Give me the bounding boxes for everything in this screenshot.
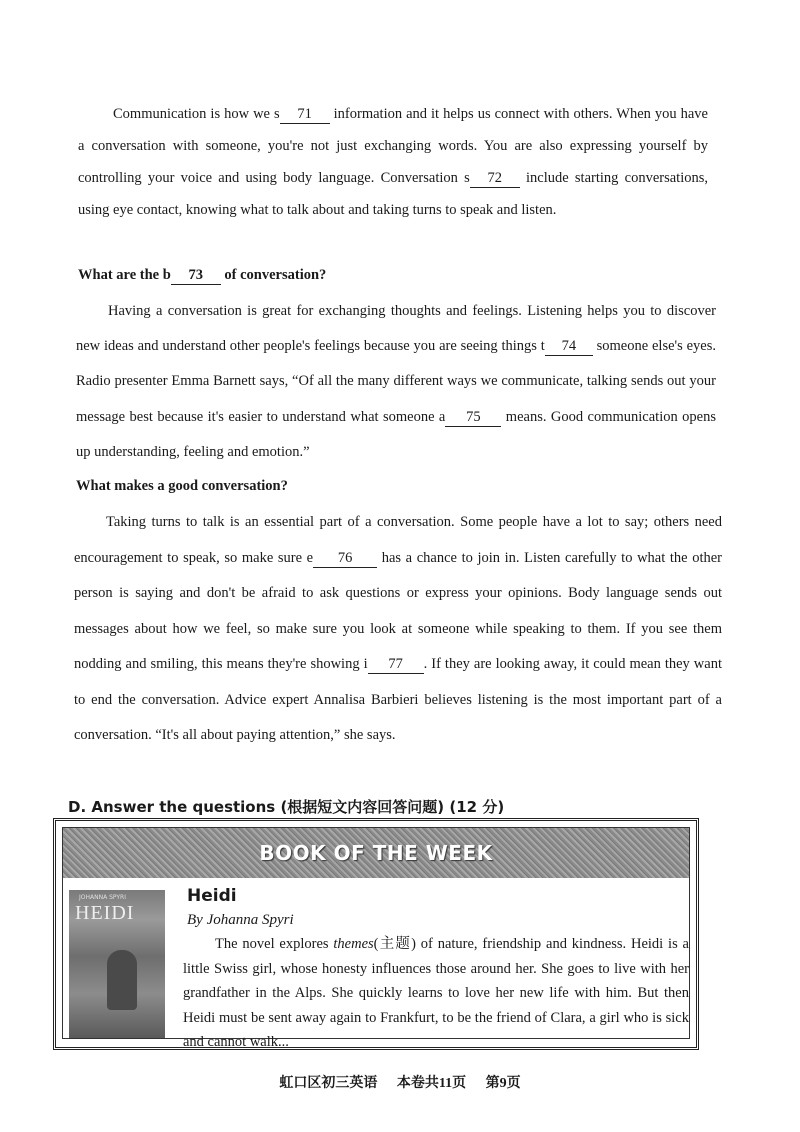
book-author: By Johanna Spyri — [187, 912, 294, 928]
book-banner — [63, 828, 689, 878]
girl-figure-illustration — [107, 950, 137, 1010]
blank-72: 72 — [470, 169, 520, 188]
footer-page-number: 第9页 — [485, 1076, 521, 1091]
themes-word: themes — [333, 936, 374, 952]
book-box-inner — [62, 827, 690, 1050]
section-d-heading: D. Answer the questions (根据短文内容回答问题) (12 分) — [68, 798, 505, 816]
book-of-the-week-box — [53, 818, 699, 1050]
cover-title: HEIDI — [75, 902, 135, 924]
page-footer — [0, 1072, 800, 1092]
footer-total-pages: 本卷共11页 — [396, 1076, 467, 1091]
heading-benefits: What are the b 73 of conversation? — [78, 267, 327, 283]
passage-paragraph-3: Taking turns to talk is an essential part of a conversation. Some people have a lot to say; others need encouragement to speak, so make sure e 76 has a chance to join in. Listen carefully to what the other person is saying and don't be afraid to ask questions or express your opinions. Body language sends out messages about how we feel, so make sure you look at someone while speaking to them. If you see them nodding and smiling, this means they're showing i 77 . If they are looking away, it could mean they want to end the conversation. Advice expert Annalisa Barbieri believes listening is the most important part of a conversation. “It's all about paying attention,” she says. — [74, 514, 723, 743]
book-cover-image — [69, 890, 165, 1038]
book-description: The novel explores themes(主题) of nature, friendship and kindness. Heidi is a little Swiss girl, whose honesty influences those around her. She goes to live with her grandfather in the Alps. She quickly learns to love her new life with him. But then Heidi must be sent away again to Frankfurt, to be the friend of Clara, a girl who is sick and cannot walk... — [183, 936, 689, 1050]
blank-71: 71 — [280, 105, 330, 124]
cover-author: JOHANNA SPYRI — [79, 894, 126, 901]
footer-exam-name: 虹口区初三英语 — [279, 1076, 378, 1091]
heading-good-conversation: What makes a good conversation? — [76, 478, 288, 494]
blank-73: 73 — [171, 266, 221, 285]
blank-74: 74 — [545, 337, 593, 356]
passage-paragraph-2: Having a conversation is great for exchanging thoughts and feelings. Listening helps you to discover new ideas and understand other people's feelings because you are seeing things t 74 someone else's eyes. Radio presenter Emma Barnett says, “Of all the many different ways we communicate, talking sends out your message best because it's easier to understand what someone a 75 means. Good communication opens up understanding, feeling and emotion.” — [76, 303, 717, 460]
passage-paragraph-1: Communication is how we s 71 information and it helps us connect with others. When you have a conversation with someone, you're not just exchanging words. You are also expressing yourself by controlling your voice and using body language. Conversation s 72 include starting conversations, using eye contact, knowing what to talk about and taking turns to speak and listen. — [78, 106, 708, 218]
blank-76: 76 — [313, 549, 377, 568]
blank-77: 77 — [368, 655, 424, 674]
blank-75: 75 — [445, 408, 501, 427]
book-title: Heidi — [187, 886, 237, 906]
banner-title: BOOK OF THE WEEK — [259, 841, 493, 865]
